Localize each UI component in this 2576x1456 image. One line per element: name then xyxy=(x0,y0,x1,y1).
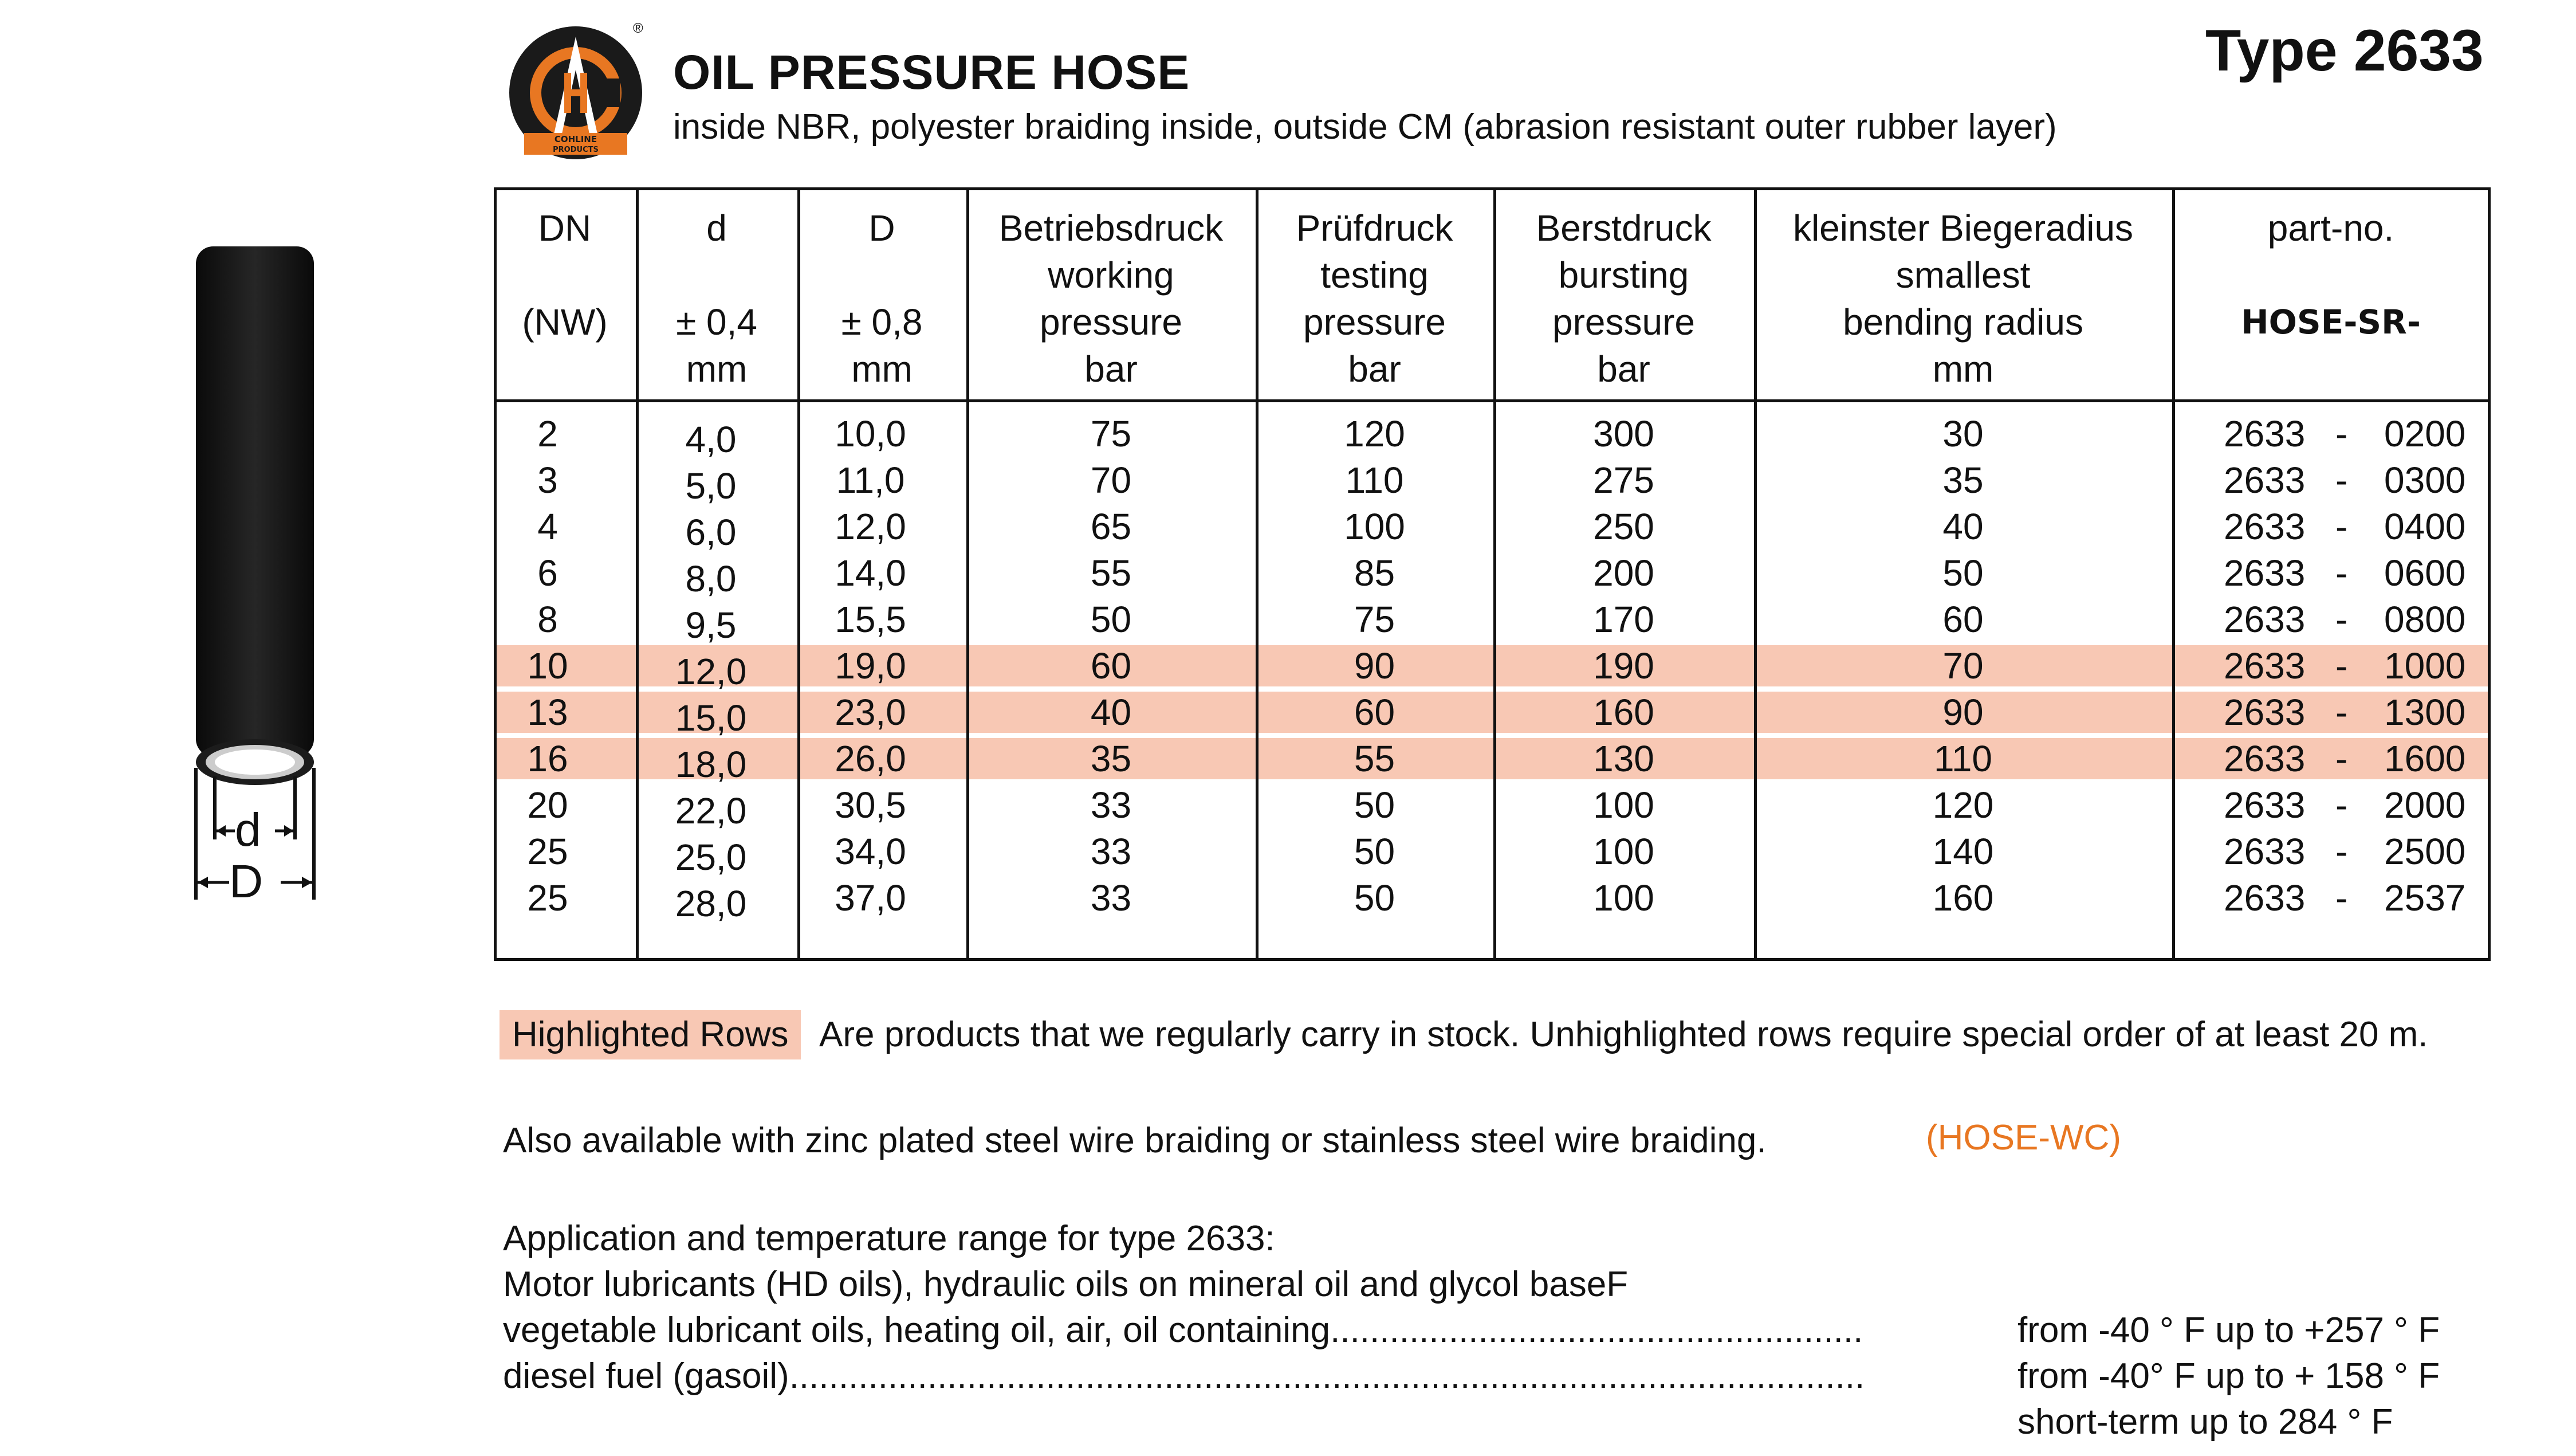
table-cell: 34,0 xyxy=(835,831,906,872)
application-heading: Application and temperature range for type 2633: xyxy=(503,1219,1275,1258)
part-number-separator: - xyxy=(2335,645,2348,686)
table-cell: 23,0 xyxy=(835,692,906,733)
part-number-prefix: 2633 xyxy=(2224,784,2306,826)
part-number-suffix: 0800 xyxy=(2384,599,2466,640)
part-number-suffix: 2000 xyxy=(2384,784,2466,826)
part-number-separator: - xyxy=(2335,877,2348,919)
part-number-separator: - xyxy=(2335,692,2348,733)
column-header-line: bending radius xyxy=(1843,301,2083,343)
part-number-prefix: 2633 xyxy=(2224,599,2306,640)
also-available-text: Also available with zinc plated steel wire braiding or stainless steel wire braiding. xyxy=(503,1121,1767,1160)
table-cell: 26,0 xyxy=(835,738,906,779)
table-cell: 55 xyxy=(1354,738,1395,779)
table-cell: 300 xyxy=(1593,413,1654,454)
page-title: OIL PRESSURE HOSE xyxy=(673,45,1190,99)
table-cell: 15,5 xyxy=(835,599,906,640)
table-cell: 160 xyxy=(1932,877,1994,919)
temperature-range: from -40° F up to + 158 ° F xyxy=(2017,1356,2440,1396)
table-cell: 170 xyxy=(1593,599,1654,640)
column-header xyxy=(1256,205,1493,393)
temperature-short-term: short-term up to 284 ° F xyxy=(2017,1402,2393,1442)
table-cell: 100 xyxy=(1593,831,1654,872)
column-header-line: kleinster Biegeradius xyxy=(1792,207,2134,249)
table-cell: 160 xyxy=(1593,692,1654,733)
table-cell: 50 xyxy=(1354,831,1395,872)
table-cell: 33 xyxy=(1090,877,1132,919)
svg-text:PRODUCTS: PRODUCTS xyxy=(553,146,599,154)
table-cell: 35 xyxy=(1090,738,1132,779)
column-header xyxy=(1754,205,2172,393)
table-cell: 110 xyxy=(1345,460,1404,501)
part-number-separator: - xyxy=(2335,413,2348,454)
column-header-line: pressure xyxy=(1040,301,1182,343)
table-cell: 22,0 xyxy=(675,790,747,831)
column-header-line: DN xyxy=(538,207,592,249)
table-cell: 55 xyxy=(1090,552,1132,594)
table-cell: 120 xyxy=(1932,784,1994,826)
part-number-prefix: 2633 xyxy=(2224,460,2306,501)
column-header-line: bar xyxy=(1084,348,1138,390)
column-header-line: mm xyxy=(686,348,748,390)
table-cell: 25 xyxy=(527,831,568,872)
table-cell: 33 xyxy=(1090,784,1132,826)
part-number-suffix: 1000 xyxy=(2384,645,2466,686)
also-available-code: (HOSE-WC) xyxy=(1926,1118,2121,1157)
table-cell: 28,0 xyxy=(675,883,747,924)
table-cell: 33 xyxy=(1090,831,1132,872)
table-cell: 90 xyxy=(1942,692,1984,733)
table-cell: 6 xyxy=(537,552,558,594)
column-header xyxy=(797,205,966,393)
column-header-line xyxy=(494,252,636,299)
part-number-prefix: 2633 xyxy=(2224,506,2306,547)
part-number-prefix: 2633 xyxy=(2224,738,2306,779)
inner-diameter-label: d xyxy=(235,804,261,856)
temperature-range: from -40 ° F up to +257 ° F xyxy=(2017,1310,2440,1350)
table-cell: 25 xyxy=(527,877,568,919)
table-cell: 110 xyxy=(1933,738,1993,779)
table-cell: 50 xyxy=(1090,599,1132,640)
column-header-line xyxy=(636,252,797,299)
table-cell: 30,5 xyxy=(835,784,906,826)
table-cell: 2 xyxy=(537,413,558,454)
table-cell: 4,0 xyxy=(685,419,737,460)
table-cell: 12,0 xyxy=(835,506,906,547)
column-header-line: mm xyxy=(1932,348,1994,390)
column-header-line xyxy=(2172,252,2490,299)
column-header-line xyxy=(797,252,966,299)
part-number-separator: - xyxy=(2335,831,2348,872)
table-cell: 50 xyxy=(1354,784,1395,826)
header-divider xyxy=(494,399,2490,402)
table-cell: 60 xyxy=(1090,645,1132,686)
part-number-separator: - xyxy=(2335,784,2348,826)
column-header-line: pressure xyxy=(1303,301,1446,343)
table-cell: 11,0 xyxy=(836,460,905,501)
table-cell: 130 xyxy=(1593,738,1654,779)
table-cell: 85 xyxy=(1354,552,1395,594)
column-header-line xyxy=(494,346,636,393)
column-header xyxy=(636,205,797,393)
highlight-legend-badge: Highlighted Rows xyxy=(500,1010,801,1059)
table-cell: 120 xyxy=(1344,413,1405,454)
table-cell: 16 xyxy=(527,738,568,779)
table-cell: 25,0 xyxy=(675,837,747,878)
table-cell: 100 xyxy=(1593,877,1654,919)
table-cell: 37,0 xyxy=(835,877,906,919)
table-cell: 275 xyxy=(1593,460,1654,501)
column-header-line: D xyxy=(868,207,895,249)
table-cell: 15,0 xyxy=(675,697,747,739)
table-cell: 18,0 xyxy=(675,744,747,785)
spec-table xyxy=(494,187,2490,960)
part-number-suffix: 1300 xyxy=(2384,692,2466,733)
table-cell: 35 xyxy=(1942,460,1984,501)
page-subtitle: inside NBR, polyester braiding inside, outside CM (abrasion resistant outer rubber layer) xyxy=(673,107,2057,147)
table-cell: 65 xyxy=(1090,506,1132,547)
column-header-line: ± 0,8 xyxy=(841,301,923,343)
column-header xyxy=(2172,205,2490,393)
table-cell: 250 xyxy=(1593,506,1654,547)
part-number-separator: - xyxy=(2335,460,2348,501)
table-cell: 9,5 xyxy=(685,605,737,646)
table-cell: 75 xyxy=(1354,599,1395,640)
column-header-line: testing xyxy=(1320,254,1429,296)
part-number-separator: - xyxy=(2335,552,2348,594)
column-header-line: HOSE-SR- xyxy=(2241,303,2421,342)
outer-diameter-label: D xyxy=(229,855,264,908)
part-number-suffix: 0300 xyxy=(2384,460,2466,501)
column-header xyxy=(966,205,1256,393)
column-header-line: Betriebsdruck xyxy=(998,207,1224,249)
table-cell: 30 xyxy=(1942,413,1984,454)
part-number-suffix: 0400 xyxy=(2384,506,2466,547)
column-header-line xyxy=(2172,346,2490,393)
part-number-prefix: 2633 xyxy=(2224,877,2306,919)
type-label: Type 2633 xyxy=(2205,18,2484,83)
svg-text:COHLINE: COHLINE xyxy=(554,134,597,144)
part-number-prefix: 2633 xyxy=(2224,645,2306,686)
table-cell: 90 xyxy=(1354,645,1395,686)
column-header-line: Berstdruck xyxy=(1536,207,1712,249)
column-header-line: bursting xyxy=(1558,254,1689,296)
table-cell: 10,0 xyxy=(835,413,906,454)
table-cell: 13 xyxy=(527,692,568,733)
table-cell: 6,0 xyxy=(685,512,737,553)
part-number-separator: - xyxy=(2335,738,2348,779)
registered-mark: ® xyxy=(633,21,643,36)
table-cell: 20 xyxy=(527,784,568,826)
table-cell: 70 xyxy=(1942,645,1984,686)
table-cell: 3 xyxy=(537,460,558,501)
application-line: Motor lubricants (HD oils), hydraulic oils on mineral oil and glycol baseF xyxy=(503,1265,1629,1304)
table-cell: 60 xyxy=(1942,599,1984,640)
column-header xyxy=(494,205,636,393)
part-number-prefix: 2633 xyxy=(2224,692,2306,733)
column-header-line: d xyxy=(706,207,727,249)
column-header xyxy=(1493,205,1754,393)
table-cell: 19,0 xyxy=(835,645,906,686)
column-header-line: working xyxy=(1048,254,1174,296)
table-cell: 40 xyxy=(1090,692,1132,733)
part-number-separator: - xyxy=(2335,506,2348,547)
table-cell: 140 xyxy=(1932,831,1994,872)
table-cell: 40 xyxy=(1942,506,1984,547)
part-number-suffix: 2537 xyxy=(2384,877,2466,919)
column-header-line: mm xyxy=(851,348,913,390)
column-header-line: bar xyxy=(1348,348,1401,390)
cohline-logo xyxy=(507,24,644,162)
column-header-line: (NW) xyxy=(522,301,608,343)
table-cell: 70 xyxy=(1090,460,1132,501)
table-cell: 50 xyxy=(1354,877,1395,919)
part-number-suffix: 0600 xyxy=(2384,552,2466,594)
table-cell: 100 xyxy=(1593,784,1654,826)
table-cell: 75 xyxy=(1090,413,1132,454)
table-cell: 200 xyxy=(1593,552,1654,594)
table-cell: 8,0 xyxy=(685,558,737,599)
table-cell: 10 xyxy=(527,645,568,686)
column-header-line: Prüfdruck xyxy=(1296,207,1453,249)
table-cell: 4 xyxy=(537,506,558,547)
table-cell: 60 xyxy=(1354,692,1395,733)
application-line: vegetable lubricant oils, heating oil, air, oil containing...................................................... xyxy=(503,1310,1863,1350)
table-cell: 14,0 xyxy=(835,552,906,594)
column-header-line: bar xyxy=(1597,348,1650,390)
table-cell: 5,0 xyxy=(685,465,737,507)
column-header-line: part-no. xyxy=(2267,207,2394,249)
application-line: diesel fuel (gasoil)............................................................................................................. xyxy=(503,1356,1865,1396)
part-number-suffix: 2500 xyxy=(2384,831,2466,872)
part-number-prefix: 2633 xyxy=(2224,413,2306,454)
part-number-suffix: 0200 xyxy=(2384,413,2466,454)
table-cell: 8 xyxy=(537,599,558,640)
part-number-suffix: 1600 xyxy=(2384,738,2466,779)
column-header-line: pressure xyxy=(1552,301,1695,343)
table-cell: 50 xyxy=(1942,552,1984,594)
part-number-prefix: 2633 xyxy=(2224,552,2306,594)
table-cell: 100 xyxy=(1344,506,1405,547)
part-number-separator: - xyxy=(2335,599,2348,640)
table-cell: 12,0 xyxy=(675,651,747,692)
column-header-line: ± 0,4 xyxy=(676,301,757,343)
highlight-legend-text: Are products that we regularly carry in stock. Unhighlighted rows require special order of at least 20 m. xyxy=(819,1015,2428,1054)
table-cell: 190 xyxy=(1593,645,1654,686)
column-header-line: smallest xyxy=(1895,254,2031,296)
part-number-prefix: 2633 xyxy=(2224,831,2306,872)
